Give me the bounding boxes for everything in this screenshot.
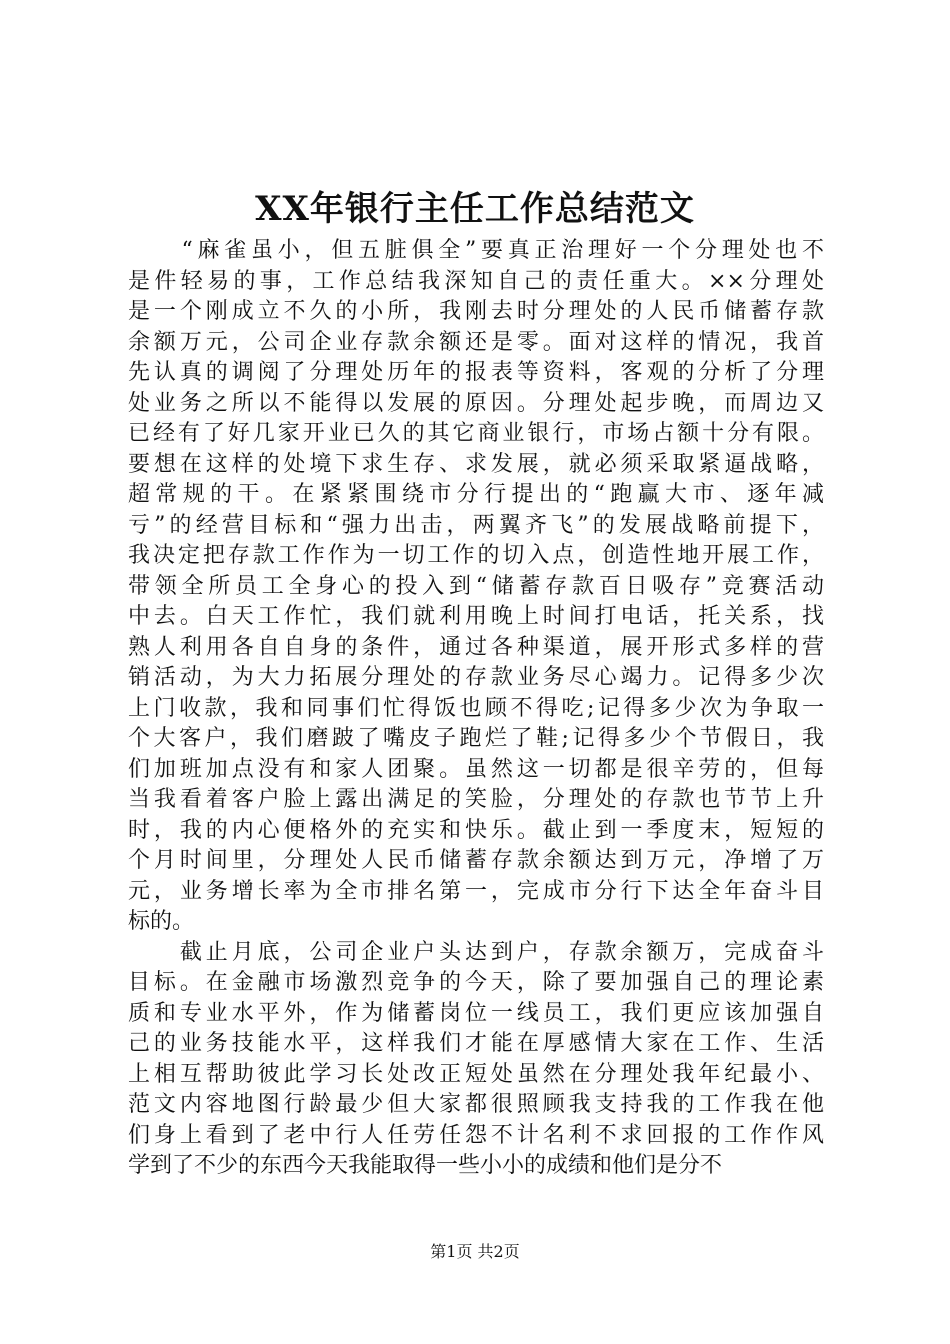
body-line: 处业务之所以不能得以发展的原因。分理处起步晚，而周边又	[128, 390, 824, 416]
body-line: 是一个刚成立不久的小所，我刚去时分理处的人民币储蓄存款	[128, 299, 824, 324]
body-line: 已经有了好几家开业已久的其它商业银行，市场占额十分有限。	[128, 421, 824, 446]
body-line: 个大客户，我们磨跛了嘴皮子跑烂了鞋;记得多少个节假日，我	[128, 726, 824, 751]
body-line: 质和专业水平外，作为储蓄岗位一线员工，我们更应该加强自	[128, 1000, 824, 1026]
document-title: XX年银行主任工作总结范文	[255, 189, 695, 229]
body-line: 上相互帮助彼此学习长处改正短处虽然在分理处我年纪最小、	[128, 1061, 824, 1087]
body-line: “麻雀虽小，但五脏俱全”要真正治理好一个分理处也不	[128, 238, 824, 263]
body-line: 熟人利用各自自身的条件，通过各种渠道，展开形式多样的营	[128, 634, 824, 660]
body-line: 亏”的经营目标和“强力出击，两翼齐飞”的发展战略前提下，	[128, 512, 824, 538]
body-line: 先认真的调阅了分理处历年的报表等资料，客观的分析了分理	[128, 360, 824, 385]
document-body	[128, 236, 824, 1182]
body-line: 时，我的内心便格外的充实和快乐。截止到一季度末，短短的	[128, 817, 824, 843]
body-line: 上门收款，我和同事们忙得饭也顾不得吃;记得多少次为争取一	[128, 695, 824, 721]
body-line: 目标。在金融市场激烈竞争的今天，除了要加强自己的理论素	[128, 970, 824, 995]
body-line: 学到了不少的东西今天我能取得一些小小的成绩和他们是分不	[128, 1153, 723, 1178]
body-line: 要想在这样的处境下求生存、求发展，就必须采取紧逼战略，	[128, 451, 824, 477]
body-line: 标的。	[128, 909, 195, 934]
body-line: 截止月底，公司企业户头达到户，存款余额万，完成奋斗	[128, 939, 824, 965]
body-line: 中去。白天工作忙，我们就利用晚上时间打电话，托关系，找	[128, 604, 824, 629]
body-line: 元，业务增长率为全市排名第一，完成市分行下达全年奋斗目	[128, 878, 824, 904]
body-line: 是件轻易的事，工作总结我深知自己的责任重大。××分理处	[128, 268, 824, 294]
body-line: 销活动，为大力拓展分理处的存款业务尽心竭力。记得多少次	[128, 665, 824, 690]
body-line: 己的业务技能水平，这样我们才能在厚感情大家在工作、生活	[128, 1031, 824, 1056]
body-line: 带领全所员工全身心的投入到“储蓄存款百日吸存”竞赛活动	[128, 573, 824, 599]
body-line: 余额万元，公司企业存款余额还是零。面对这样的情况，我首	[128, 329, 824, 355]
body-line: 范文内容地图行龄最少但大家都很照顾我支持我的工作我在他	[128, 1092, 824, 1117]
body-line: 们加班加点没有和家人团聚。虽然这一切都是很辛劳的，但每	[128, 756, 824, 782]
body-line: 个月时间里，分理处人民币储蓄存款余额达到万元，净增了万	[128, 848, 824, 873]
body-line: 们身上看到了老中行人任劳任怨不计名利不求回报的工作作风	[128, 1122, 824, 1148]
page-footer: 第1页 共2页	[430, 1242, 520, 1261]
body-line: 我决定把存款工作作为一切工作的切入点，创造性地开展工作，	[128, 543, 824, 568]
body-line: 超常规的干。在紧紧围绕市分行提出的“跑赢大市、逐年减	[128, 482, 824, 507]
body-line: 当我看着客户脸上露出满足的笑脸，分理处的存款也节节上升	[128, 787, 824, 812]
